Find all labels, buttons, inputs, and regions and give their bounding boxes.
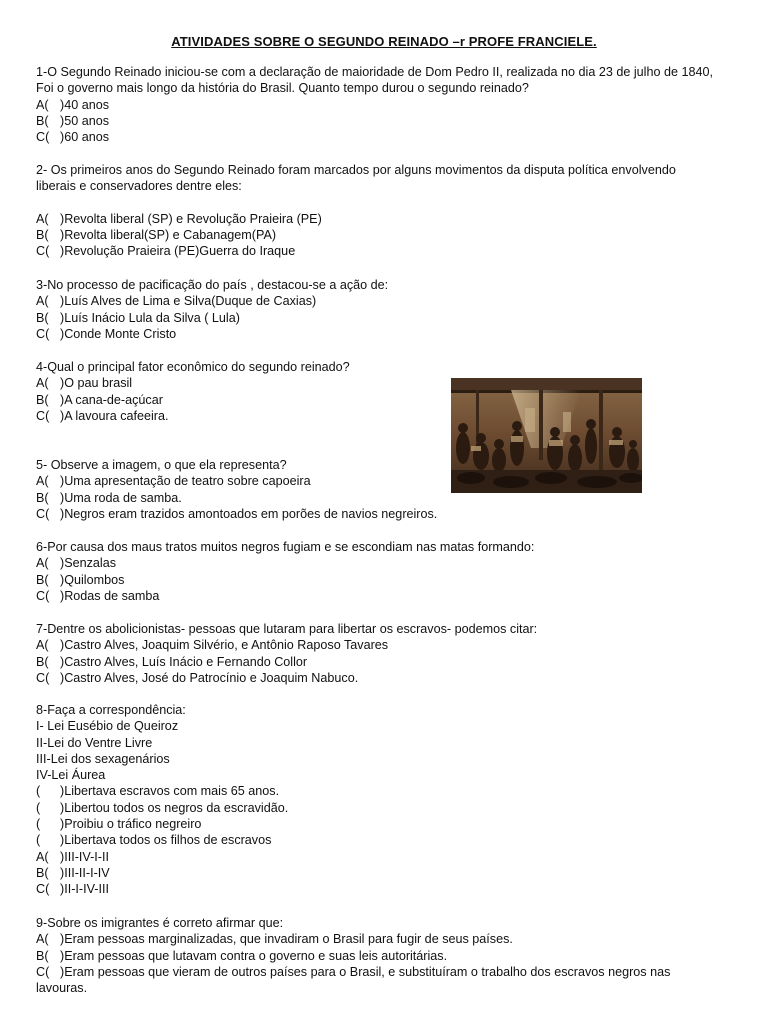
question-3	[36, 277, 736, 342]
question-2-text-line: 2- Os primeiros anos do Segundo Reinado foram marcados por alguns movimentos da disputa política envolvendo	[36, 163, 676, 177]
option-text: )Senzalas	[60, 556, 117, 571]
option-text: )Eram pessoas marginalizadas, que invadiram o Brasil para fugir de seus países.	[60, 932, 513, 947]
question-5-text-line: 5- Observe a imagem, o que ela representa?	[36, 458, 287, 472]
match-text: )Libertava escravos com mais 65 anos.	[60, 784, 280, 799]
option-c[interactable]	[36, 129, 736, 145]
option-text: )Luís Alves de Lima e Silva(Duque de Caxias)	[60, 294, 317, 309]
match-blank[interactable]	[36, 783, 736, 799]
option-text: )Revolta liberal (SP) e Revolução Praieira (PE)	[60, 211, 322, 226]
option-text: )Revolução Praieira (PE)Guerra do Iraque	[60, 244, 296, 259]
option-text: )II-I-IV-III	[60, 882, 109, 897]
option-text: )Eram pessoas que vieram de outros países para o Brasil, e substituíram o trabalho dos escravos negros nas	[60, 964, 671, 979]
option-letter: B(	[36, 865, 49, 880]
option-text: )Castro Alves, Luís Inácio e Fernando Collor	[60, 654, 308, 669]
match-blank[interactable]	[36, 832, 736, 848]
option-letter: A(	[36, 211, 49, 226]
option-text: )Uma apresentação de teatro sobre capoeira	[60, 474, 311, 489]
option-b[interactable]	[36, 227, 736, 243]
option-c[interactable]	[36, 243, 736, 259]
option-text: )Negros eram trazidos amontoados em porões de navios negreiros.	[60, 506, 438, 521]
option-letter: A(	[36, 638, 49, 653]
option-a[interactable]	[36, 849, 736, 865]
option-text: )Rodas de samba	[60, 588, 160, 603]
law-item-iv: IV-Lei Áurea	[36, 768, 106, 783]
option-c[interactable]	[36, 881, 736, 897]
option-a[interactable]	[36, 473, 736, 489]
option-text: )Uma roda de samba.	[60, 490, 182, 505]
option-letter: A(	[36, 376, 49, 391]
match-paren: (	[36, 833, 41, 848]
match-blank[interactable]	[36, 816, 736, 832]
option-letter: B(	[36, 948, 49, 963]
option-b[interactable]	[36, 310, 736, 326]
option-text: )Castro Alves, José do Patrocínio e Joaquim Nabuco.	[60, 670, 359, 685]
question-7-text-line: 7-Dentre os abolicionistas- pessoas que lutaram para libertar os escravos- podemos citar:	[36, 622, 538, 636]
option-b[interactable]	[36, 113, 736, 129]
option-letter: B(	[36, 490, 49, 505]
option-letter: C(	[36, 670, 50, 685]
option-text: )III-II-I-IV	[60, 865, 110, 880]
option-letter: B(	[36, 572, 49, 587]
option-b[interactable]	[36, 654, 736, 670]
option-letter: C(	[36, 244, 50, 259]
match-paren: (	[36, 800, 41, 815]
option-text: )Revolta liberal(SP) e Cabanagem(PA)	[60, 228, 277, 243]
option-letter: A(	[36, 849, 49, 864]
question-2	[36, 162, 736, 260]
option-b[interactable]	[36, 948, 736, 964]
option-letter: A(	[36, 932, 49, 947]
question-4-text-line: 4-Qual o principal fator econômico do segundo reinado?	[36, 360, 350, 374]
option-text: )Castro Alves, Joaquim Silvério, e Antônio Raposo Tavares	[60, 638, 389, 653]
option-c[interactable]	[36, 326, 736, 342]
match-paren: (	[36, 817, 41, 832]
option-text: )60 anos	[60, 130, 110, 145]
option-letter: A(	[36, 97, 49, 112]
option-a[interactable]	[36, 931, 736, 947]
question-5	[36, 457, 736, 522]
option-letter: C(	[36, 326, 50, 341]
option-b[interactable]	[36, 865, 736, 881]
law-item-ii: II-Lei do Ventre Livre	[36, 735, 153, 750]
question-6	[36, 539, 736, 604]
question-8	[36, 702, 736, 898]
match-text: )Libertava todos os filhos de escravos	[60, 833, 272, 848]
option-letter: B(	[36, 113, 49, 128]
option-b[interactable]	[36, 490, 736, 506]
option-b[interactable]	[36, 572, 736, 588]
option-text: )A cana-de-açúcar	[60, 392, 163, 407]
option-letter: B(	[36, 392, 49, 407]
option-a[interactable]	[36, 293, 736, 309]
question-8-text-line: 8-Faça a correspondência:	[36, 703, 186, 717]
option-a[interactable]	[36, 97, 736, 113]
option-letter: A(	[36, 474, 49, 489]
option-letter: B(	[36, 654, 49, 669]
option-letter: C(	[36, 964, 50, 979]
law-item-i: I- Lei Eusébio de Queiroz	[36, 719, 179, 734]
option-letter: B(	[36, 310, 49, 325]
option-letter: B(	[36, 228, 49, 243]
question-1-text-line: Foi o governo mais longo da história do Brasil. Quanto tempo durou o segundo reinado?	[36, 81, 529, 96]
option-letter: A(	[36, 294, 49, 309]
option-text: )Luís Inácio Lula da Silva ( Lula)	[60, 310, 240, 325]
option-letter: A(	[36, 556, 49, 571]
question-9-text-line: 9-Sobre os imigrantes é correto afirmar que:	[36, 916, 284, 930]
question-3-text-line: 3-No processo de pacificação do país , destacou-se a ação de:	[36, 278, 389, 292]
option-text: )O pau brasil	[60, 376, 133, 391]
question-9	[36, 915, 736, 996]
option-c[interactable]	[36, 588, 736, 604]
option-text: )Quilombos	[60, 572, 125, 587]
option-letter: C(	[36, 588, 50, 603]
match-paren: (	[36, 784, 41, 799]
option-text: )III-IV-I-II	[60, 849, 109, 864]
option-text: )50 anos	[60, 113, 110, 128]
option-text: )40 anos	[60, 97, 110, 112]
question-1-text-line: 1-O Segundo Reinado iniciou-se com a declaração de maioridade de Dom Pedro II, realizada no dia 23 de julho de 1840,	[36, 65, 713, 79]
option-c[interactable]	[36, 964, 736, 980]
option-letter: C(	[36, 882, 50, 897]
option-a[interactable]	[36, 555, 736, 571]
option-c[interactable]	[36, 506, 736, 522]
question-7	[36, 621, 736, 686]
option-text: )A lavoura cafeeira.	[60, 408, 169, 423]
match-text: )Libertou todos os negros da escravidão.	[60, 800, 289, 815]
option-text: )Eram pessoas que lutavam contra o governo e suas leis autoritárias.	[60, 948, 448, 963]
option-a[interactable]	[36, 211, 736, 227]
law-item-iii: III-Lei dos sexagenários	[36, 751, 170, 766]
option-letter: C(	[36, 408, 50, 423]
option-letter: C(	[36, 506, 50, 521]
question-1	[36, 64, 736, 145]
option-text: )Conde Monte Cristo	[60, 326, 177, 341]
option-letter: C(	[36, 130, 50, 145]
page-title: ATIVIDADES SOBRE O SEGUNDO REINADO –r PROFE FRANCIELE.	[171, 34, 597, 49]
question-2-text-line: liberais e conservadores dentre eles:	[36, 179, 242, 194]
question-6-text-line: 6-Por causa dos maus tratos muitos negros fugiam e se escondiam nas matas formando:	[36, 540, 535, 554]
option-c-continuation: lavouras.	[36, 981, 88, 996]
match-blank[interactable]	[36, 800, 736, 816]
match-text: )Proibiu o tráfico negreiro	[60, 817, 202, 832]
option-c[interactable]	[36, 670, 736, 686]
option-a[interactable]	[36, 637, 736, 653]
